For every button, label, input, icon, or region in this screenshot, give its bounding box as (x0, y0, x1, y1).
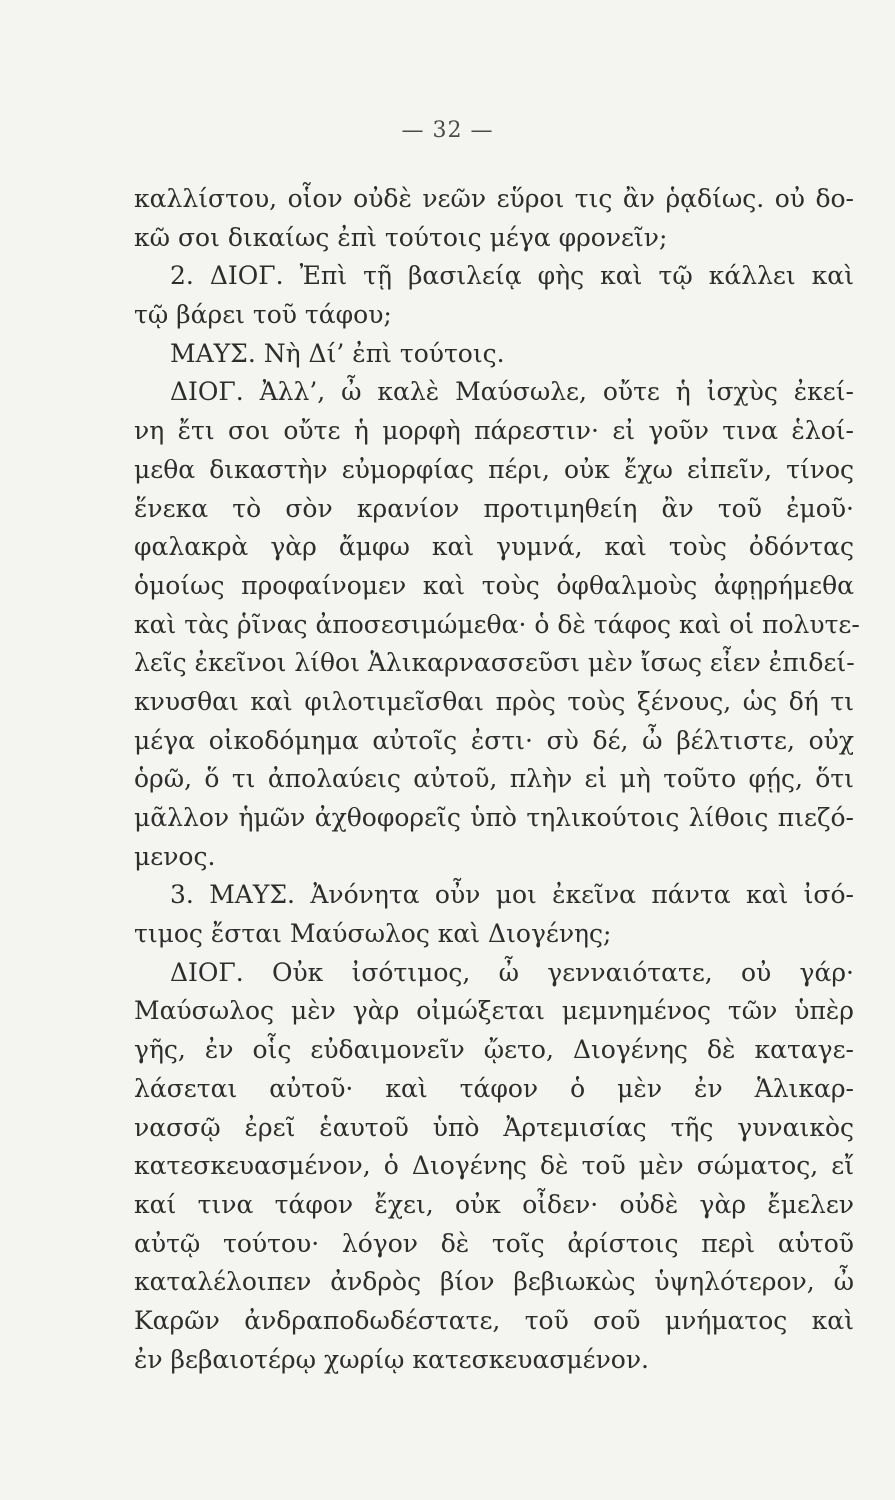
text-line: ὁρῶ, ὅ τι ἀπολαύεις αὐτοῦ, πλὴν εἰ μὴ τοῦτο φῄς, ὅτι (134, 764, 854, 794)
text-line: μέγα οἰκοδόμημα αὐτοῖς ἐστι· σὺ δέ, ὦ βέλτιστε, οὐχ (134, 725, 854, 755)
text-line: ΜΑΥΣ. Νὴ Δί’ ἐπὶ τούτοις. (170, 338, 505, 368)
text-line: ΔΙΟΓ. Ἀλλ’, ὦ καλὲ Μαύσωλε, οὔτε ἡ ἰσχὺς ἐκεί- (170, 377, 854, 407)
text-line: αὐτῷ τούτου· λόγον δὲ τοῖς ἀρίστοις περὶ αὑτοῦ (134, 1228, 854, 1258)
text-line: νη ἔτι σοι οὔτε ἡ μορφὴ πάρεστιν· εἰ γοῦν τινα ἑλοί- (134, 416, 854, 446)
text-line: φαλακρὰ γὰρ ἄμφω καὶ γυμνά, καὶ τοὺς ὀδόντας (134, 532, 854, 562)
text-line: νασσῷ ἐρεῖ ἑαυτοῦ ὑπὸ Ἀρτεμισίας τῆς γυναικὸς (134, 1112, 854, 1142)
text-line: 2. ΔΙΟΓ. Ἐπὶ τῇ βασιλείᾳ φὴς καὶ τῷ κάλλει καὶ (170, 261, 854, 291)
body-text (134, 180, 860, 1379)
text-line: Μαύσωλος μὲν γὰρ οἰμώξεται μεμνημένος τῶν ὑπὲρ (134, 996, 854, 1026)
text-line: λεῖς ἐκεῖνοι λίθοι Ἁλικαρνασσεῦσι μὲν ἴσως εἶεν ἐπιδεί- (134, 648, 855, 678)
text-line: καί τινα τάφον ἔχει, οὐκ οἶδεν· οὐδὲ γὰρ ἔμελεν (134, 1189, 854, 1219)
text-line: μεθα δικαστὴν εὐμορφίας πέρι, οὐκ ἔχω εἰπεῖν, τίνος (134, 454, 854, 484)
text-line: γῆς, ἐν οἷς εὐδαιμονεῖν ᾤετο, Διογένης δὲ καταγε- (134, 1035, 854, 1065)
text-line: καὶ τὰς ῥῖνας ἀποσεσιμώμεθα· ὁ δὲ τάφος καὶ οἱ πολυτε- (134, 609, 860, 639)
text-line: ἕνεκα τὸ σὸν κρανίον προτιμηθείη ἂν τοῦ ἐμοῦ· (134, 493, 854, 523)
text-line: κῶ σοι δικαίως ἐπὶ τούτοις μέγα φρονεῖν; (134, 222, 668, 252)
text-line: 3. ΜΑΥΣ. Ἀνόνητα οὖν μοι ἐκεῖνα πάντα καὶ ἰσό- (170, 880, 854, 910)
text-line: τιμος ἔσται Μαύσωλος καὶ Διογένης; (134, 919, 612, 949)
text-line: κατεσκευασμένον, ὁ Διογένης δὲ τοῦ μὲν σώματος, εἴ (134, 1151, 854, 1181)
text-line: κνυσθαι καὶ φιλοτιμεῖσθαι πρὸς τοὺς ξένους, ὡς δή τι (134, 686, 854, 716)
text-line: ΔΙΟΓ. Οὐκ ἰσότιμος, ὦ γενναιότατε, οὐ γάρ· (170, 957, 854, 987)
text-line: λάσεται αὐτοῦ· καὶ τάφον ὁ μὲν ἐν Ἁλικαρ- (134, 1073, 854, 1103)
text-line: ὁμοίως προφαίνομεν καὶ τοὺς ὀφθαλμοὺς ἀφῃρήμεθα (134, 570, 854, 600)
text-line: τῷ βάρει τοῦ τάφου; (134, 300, 392, 330)
text-line: καλλίστου, οἷον οὐδὲ νεῶν εὕροι τις ἂν ῥᾳδίως. οὐ δο- (134, 184, 854, 213)
page-number: — 32 — (401, 118, 494, 143)
text-line: Καρῶν ἀνδραποδωδέστατε, τοῦ σοῦ μνήματος καὶ (134, 1305, 854, 1335)
text-line: ἐν βεβαιοτέρῳ χωρίῳ κατεσκευασμένον. (134, 1344, 650, 1374)
text-line: μᾶλλον ἡμῶν ἀχθοφορεῖς ὑπὸ τηλικούτοις λίθοις πιεζό- (134, 803, 854, 832)
text-line: καταλέλοιπεν ἀνδρὸς βίον βεβιωκὼς ὑψηλότερον, ὦ (134, 1267, 854, 1297)
text-line: μενος. (134, 841, 216, 871)
